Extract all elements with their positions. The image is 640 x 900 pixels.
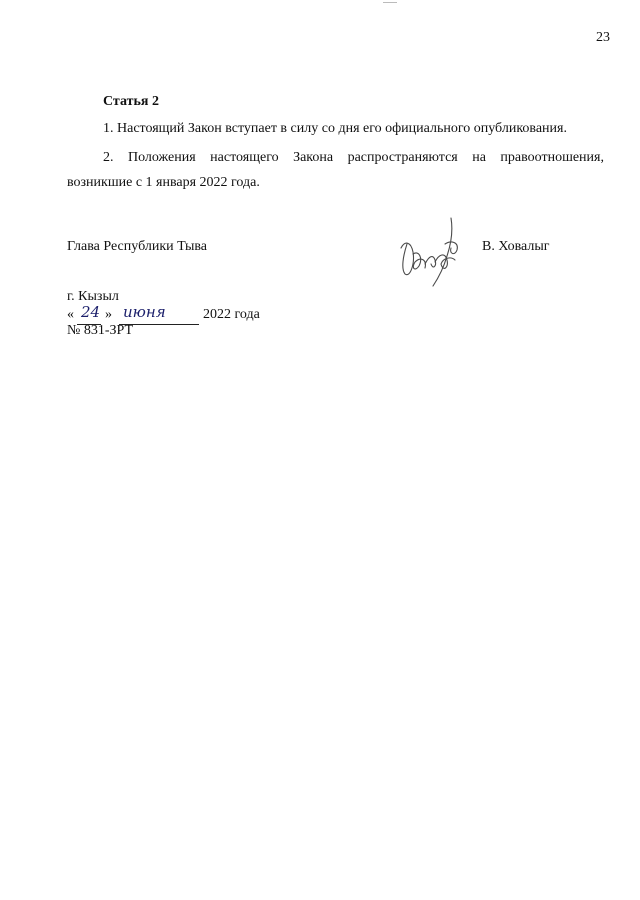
page-number: 23 xyxy=(596,30,610,45)
signatory-name: В. Ховалыг xyxy=(482,239,550,254)
handwritten-signature xyxy=(393,214,469,290)
scan-mark xyxy=(383,2,397,3)
article-paragraph-2: 2. Положения настоящего Закона распространяются на правоотношения, возникшие с 1 января 2022 года. xyxy=(67,150,604,190)
date-open-quote: « xyxy=(67,307,74,322)
date-day-handwritten: 24 xyxy=(81,303,101,321)
signatory-title: Глава Республики Тыва xyxy=(67,239,208,254)
law-registration-number: № 831-ЗРТ xyxy=(67,323,134,338)
article-heading: Статья 2 xyxy=(103,94,159,109)
article-paragraph-1: 1. Настоящий Закон вступает в силу со дня его официального опубликования. xyxy=(103,121,567,136)
date-month-handwritten: июня xyxy=(123,303,166,321)
date-close-quote: » xyxy=(105,307,112,322)
signing-place: г. Кызыл xyxy=(67,289,119,304)
date-year: 2022 года xyxy=(203,307,260,322)
